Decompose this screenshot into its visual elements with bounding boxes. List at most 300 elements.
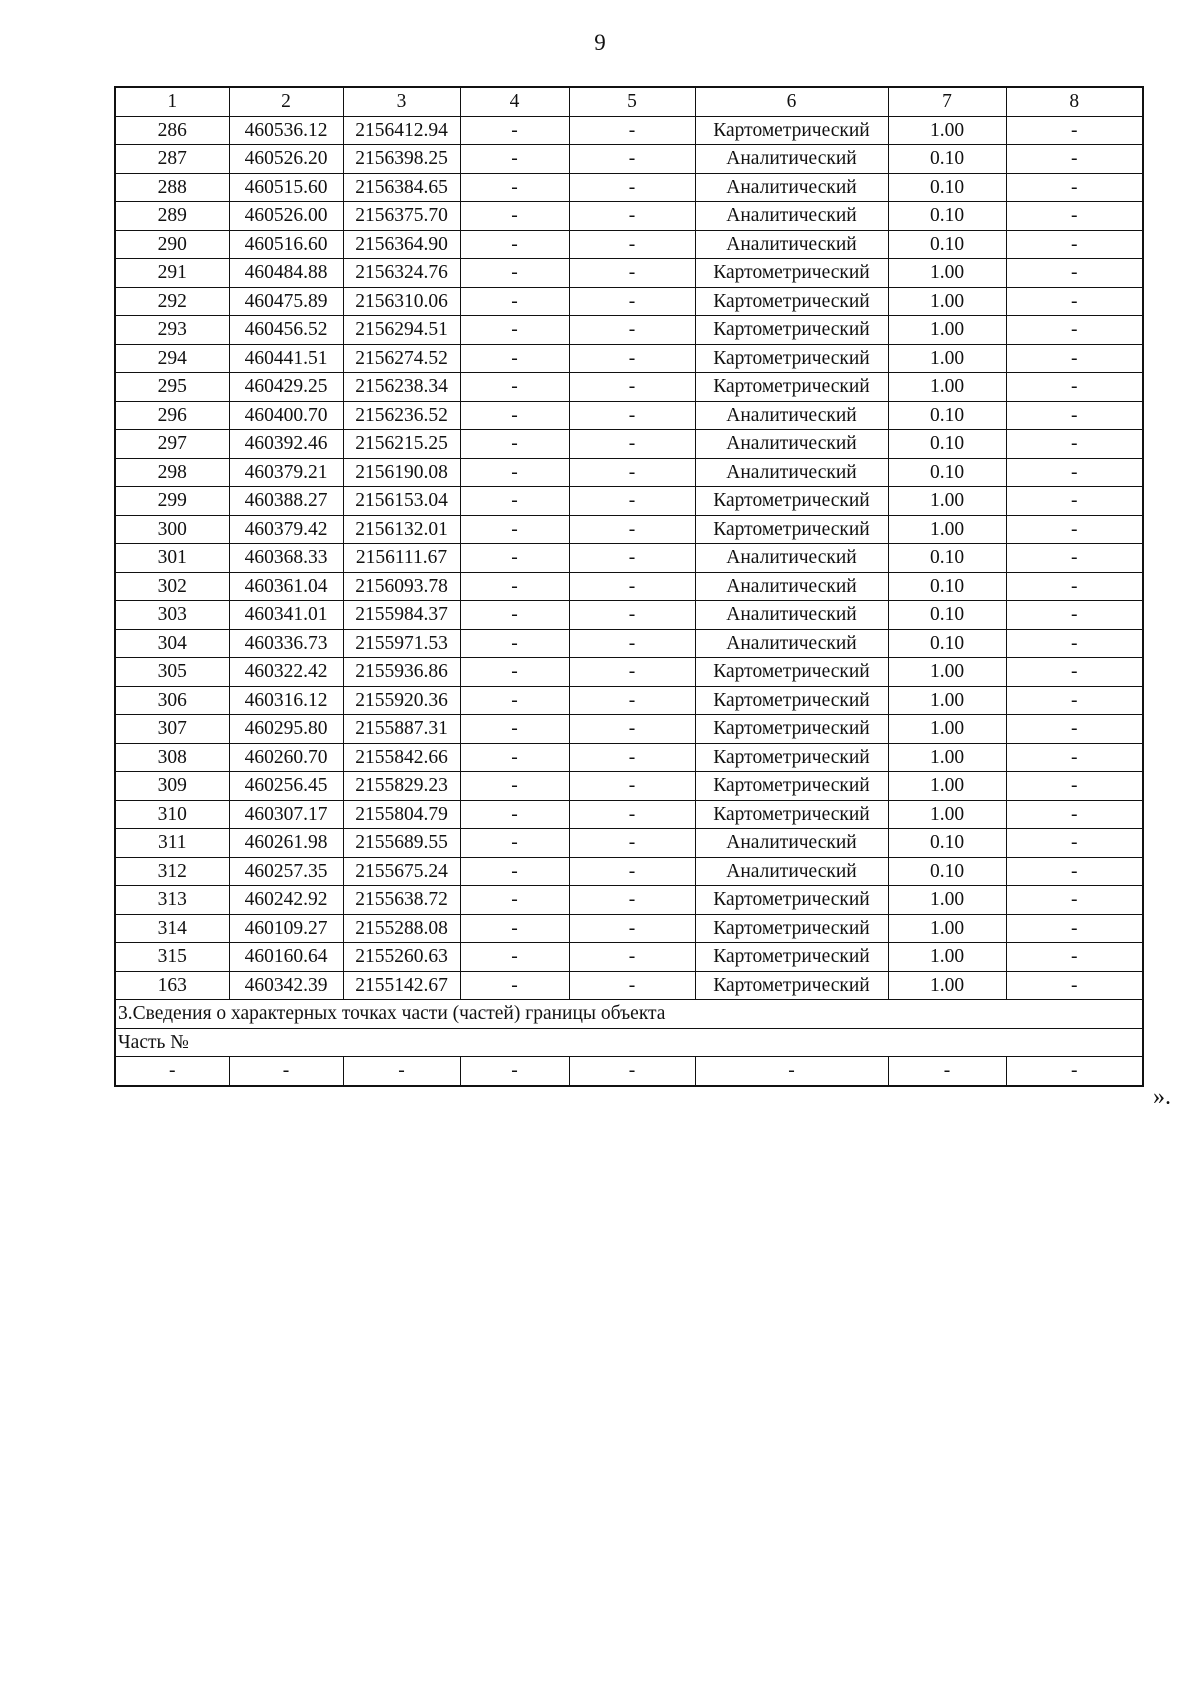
table-row: [115, 857, 1143, 886]
table-cell: -: [460, 914, 569, 943]
table-cell: 1.00: [888, 971, 1006, 1000]
table-cell: 2156274.52: [343, 344, 460, 373]
table-cell: -: [1006, 601, 1143, 630]
table-cell: Аналитический: [695, 401, 888, 430]
table-cell: 1.00: [888, 373, 1006, 402]
table-cell: 312: [115, 857, 229, 886]
table-cell: -: [1006, 658, 1143, 687]
table-cell: -: [1006, 373, 1143, 402]
table-cell: -: [1006, 401, 1143, 430]
table-cell: 296: [115, 401, 229, 430]
table-cell: 2156153.04: [343, 487, 460, 516]
table-cell: -: [569, 259, 695, 288]
table-cell: Картометрический: [695, 800, 888, 829]
table-cell: -: [569, 629, 695, 658]
table-cell: 460475.89: [229, 287, 343, 316]
table-cell: 309: [115, 772, 229, 801]
table-cell: 1.00: [888, 686, 1006, 715]
table-cell: -: [569, 943, 695, 972]
table-cell: -: [569, 601, 695, 630]
table-cell: 0.10: [888, 145, 1006, 174]
table-cell: -: [460, 971, 569, 1000]
table-cell: 2156111.67: [343, 544, 460, 573]
table-cell: -: [569, 743, 695, 772]
column-header: 2: [229, 87, 343, 116]
table-cell: -: [460, 686, 569, 715]
table-cell: -: [460, 116, 569, 145]
table-cell: 1.00: [888, 487, 1006, 516]
table-cell: 2155638.72: [343, 886, 460, 915]
table-cell: Картометрический: [695, 259, 888, 288]
table-cell: -: [569, 886, 695, 915]
table-row: [115, 886, 1143, 915]
table-cell: Картометрический: [695, 373, 888, 402]
table-cell: -: [569, 287, 695, 316]
table-cell: 288: [115, 173, 229, 202]
table-cell: 460429.25: [229, 373, 343, 402]
table-cell: Аналитический: [695, 629, 888, 658]
table-cell: -: [1006, 686, 1143, 715]
table-cell: -: [569, 800, 695, 829]
table-cell: 2156398.25: [343, 145, 460, 174]
table-cell: -: [569, 173, 695, 202]
table-cell: -: [460, 287, 569, 316]
table-cell: 302: [115, 572, 229, 601]
table-cell: 460242.92: [229, 886, 343, 915]
table-cell: -: [569, 145, 695, 174]
table-cell: -: [460, 401, 569, 430]
table-row: [115, 971, 1143, 1000]
table-cell: -: [460, 430, 569, 459]
table-cell: 0.10: [888, 572, 1006, 601]
table-cell: -: [460, 173, 569, 202]
table-cell: Аналитический: [695, 544, 888, 573]
table-cell: 2156215.25: [343, 430, 460, 459]
table-cell: -: [569, 572, 695, 601]
empty-cell: -: [115, 1057, 229, 1086]
table-cell: 2155920.36: [343, 686, 460, 715]
table-cell: -: [1006, 202, 1143, 231]
table-cell: -: [460, 829, 569, 858]
table-cell: 0.10: [888, 173, 1006, 202]
table-cell: 310: [115, 800, 229, 829]
table-cell: -: [1006, 572, 1143, 601]
table-cell: 2156190.08: [343, 458, 460, 487]
table-cell: 286: [115, 116, 229, 145]
table-cell: -: [1006, 800, 1143, 829]
table-cell: 2155936.86: [343, 658, 460, 687]
table-cell: 460484.88: [229, 259, 343, 288]
table-row: [115, 145, 1143, 174]
table-cell: -: [460, 800, 569, 829]
table-cell: 1.00: [888, 886, 1006, 915]
table-row: [115, 772, 1143, 801]
section-title: 3.Сведения о характерных точках части (частей) границы объекта: [115, 1000, 1143, 1029]
table-body: [115, 116, 1143, 1000]
table-cell: 460160.64: [229, 943, 343, 972]
table-cell: 163: [115, 971, 229, 1000]
table-cell: -: [460, 857, 569, 886]
table-cell: 1.00: [888, 316, 1006, 345]
table-cell: -: [1006, 715, 1143, 744]
table-cell: Аналитический: [695, 829, 888, 858]
table-cell: 0.10: [888, 401, 1006, 430]
table-cell: 2155887.31: [343, 715, 460, 744]
table-row: [115, 715, 1143, 744]
table-cell: 1.00: [888, 515, 1006, 544]
coordinates-table: [114, 86, 1144, 1087]
table-cell: -: [1006, 430, 1143, 459]
table-cell: 460441.51: [229, 344, 343, 373]
table-cell: Аналитический: [695, 173, 888, 202]
table-cell: Аналитический: [695, 857, 888, 886]
table-cell: -: [569, 401, 695, 430]
table-cell: -: [569, 686, 695, 715]
table-cell: 460295.80: [229, 715, 343, 744]
table-cell: -: [569, 857, 695, 886]
table-cell: 460261.98: [229, 829, 343, 858]
table-cell: -: [1006, 772, 1143, 801]
table-cell: 1.00: [888, 658, 1006, 687]
table-cell: -: [460, 316, 569, 345]
table-cell: 1.00: [888, 772, 1006, 801]
table-cell: 291: [115, 259, 229, 288]
table-cell: -: [1006, 886, 1143, 915]
table-cell: 306: [115, 686, 229, 715]
table-cell: -: [1006, 259, 1143, 288]
table-cell: -: [1006, 230, 1143, 259]
table-row: [115, 373, 1143, 402]
table-row: [115, 943, 1143, 972]
table-cell: -: [569, 914, 695, 943]
table-cell: -: [460, 373, 569, 402]
table-cell: Аналитический: [695, 430, 888, 459]
table-cell: Картометрический: [695, 344, 888, 373]
table-cell: 2155971.53: [343, 629, 460, 658]
table-cell: 301: [115, 544, 229, 573]
table-cell: 460379.21: [229, 458, 343, 487]
table-cell: 460388.27: [229, 487, 343, 516]
table-cell: -: [1006, 914, 1143, 943]
part-label: Часть №: [115, 1028, 1143, 1057]
table-cell: -: [1006, 458, 1143, 487]
table-cell: 0.10: [888, 829, 1006, 858]
table-cell: -: [1006, 173, 1143, 202]
table-cell: 460392.46: [229, 430, 343, 459]
table-cell: -: [1006, 743, 1143, 772]
table-cell: 1.00: [888, 116, 1006, 145]
table-cell: -: [569, 230, 695, 259]
table-cell: 2155984.37: [343, 601, 460, 630]
table-cell: -: [1006, 344, 1143, 373]
table-cell: -: [460, 629, 569, 658]
table-cell: 313: [115, 886, 229, 915]
table-cell: Картометрический: [695, 772, 888, 801]
table-cell: 294: [115, 344, 229, 373]
empty-cell: -: [888, 1057, 1006, 1086]
part-label-row: [115, 1028, 1143, 1057]
table-cell: -: [569, 430, 695, 459]
table-cell: -: [460, 772, 569, 801]
column-header: 6: [695, 87, 888, 116]
table-cell: 460109.27: [229, 914, 343, 943]
table-cell: -: [460, 715, 569, 744]
table-cell: 0.10: [888, 544, 1006, 573]
table-cell: 2156324.76: [343, 259, 460, 288]
table-cell: 303: [115, 601, 229, 630]
table-cell: -: [569, 116, 695, 145]
table-cell: -: [569, 202, 695, 231]
table-cell: Картометрический: [695, 914, 888, 943]
table-cell: 0.10: [888, 458, 1006, 487]
table-cell: 292: [115, 287, 229, 316]
empty-cell: -: [695, 1057, 888, 1086]
table-cell: Картометрический: [695, 715, 888, 744]
table-cell: 0.10: [888, 230, 1006, 259]
empty-cell: -: [569, 1057, 695, 1086]
table-cell: Картометрический: [695, 971, 888, 1000]
table-cell: 2155689.55: [343, 829, 460, 858]
table-cell: 0.10: [888, 202, 1006, 231]
table-cell: 2156236.52: [343, 401, 460, 430]
table-cell: 315: [115, 943, 229, 972]
table-row: [115, 629, 1143, 658]
table-row: [115, 458, 1143, 487]
table-cell: -: [569, 772, 695, 801]
empty-cell: -: [460, 1057, 569, 1086]
column-header: 8: [1006, 87, 1143, 116]
table-cell: -: [460, 145, 569, 174]
table-cell: Аналитический: [695, 458, 888, 487]
table-row: [115, 287, 1143, 316]
table-cell: Аналитический: [695, 572, 888, 601]
table-cell: -: [1006, 629, 1143, 658]
table-row: [115, 259, 1143, 288]
table-cell: 2155260.63: [343, 943, 460, 972]
table-cell: 289: [115, 202, 229, 231]
table-cell: Картометрический: [695, 316, 888, 345]
table-cell: -: [460, 202, 569, 231]
table-cell: Аналитический: [695, 145, 888, 174]
table-cell: 460368.33: [229, 544, 343, 573]
table-cell: 0.10: [888, 857, 1006, 886]
table-cell: -: [569, 544, 695, 573]
table-cell: 1.00: [888, 259, 1006, 288]
table-cell: -: [1006, 287, 1143, 316]
table-cell: -: [460, 743, 569, 772]
table-cell: 304: [115, 629, 229, 658]
table-cell: -: [569, 373, 695, 402]
table-row: [115, 430, 1143, 459]
table-cell: Аналитический: [695, 230, 888, 259]
table-cell: 460526.20: [229, 145, 343, 174]
table-row: [115, 658, 1143, 687]
table-cell: 298: [115, 458, 229, 487]
page-number: 9: [594, 30, 606, 55]
table-cell: 2156364.90: [343, 230, 460, 259]
table-cell: 2155804.79: [343, 800, 460, 829]
table-cell: 308: [115, 743, 229, 772]
table-cell: 460516.60: [229, 230, 343, 259]
table-row: [115, 173, 1143, 202]
table-cell: -: [460, 544, 569, 573]
table-cell: 2156384.65: [343, 173, 460, 202]
table-cell: 460361.04: [229, 572, 343, 601]
column-header: 1: [115, 87, 229, 116]
table-cell: 1.00: [888, 914, 1006, 943]
table-cell: -: [460, 487, 569, 516]
table-cell: 460379.42: [229, 515, 343, 544]
table-cell: 290: [115, 230, 229, 259]
table-cell: 1.00: [888, 800, 1006, 829]
table-cell: 460260.70: [229, 743, 343, 772]
table-cell: 311: [115, 829, 229, 858]
table-cell: -: [460, 601, 569, 630]
table-row: [115, 800, 1143, 829]
table-cell: -: [569, 316, 695, 345]
table-cell: -: [1006, 943, 1143, 972]
table-cell: 460316.12: [229, 686, 343, 715]
empty-part-row: [115, 1057, 1143, 1086]
column-header: 5: [569, 87, 695, 116]
table-cell: -: [1006, 544, 1143, 573]
table-cell: 2155675.24: [343, 857, 460, 886]
table-row: [115, 116, 1143, 145]
table-row: [115, 344, 1143, 373]
table-cell: -: [460, 572, 569, 601]
table-cell: 460526.00: [229, 202, 343, 231]
table-cell: -: [1006, 116, 1143, 145]
table-row: [115, 743, 1143, 772]
table-cell: -: [460, 259, 569, 288]
table-cell: 1.00: [888, 943, 1006, 972]
table-row: [115, 601, 1143, 630]
table-cell: 1.00: [888, 287, 1006, 316]
table-cell: -: [460, 230, 569, 259]
table-cell: 2156375.70: [343, 202, 460, 231]
table-cell: -: [569, 458, 695, 487]
table-cell: Картометрический: [695, 658, 888, 687]
table-cell: 2155842.66: [343, 743, 460, 772]
table-cell: Картометрический: [695, 515, 888, 544]
table-row: [115, 401, 1143, 430]
table-cell: -: [460, 458, 569, 487]
table-cell: 293: [115, 316, 229, 345]
table-cell: -: [569, 658, 695, 687]
table-cell: -: [1006, 145, 1143, 174]
table-cell: Картометрический: [695, 287, 888, 316]
table-cell: -: [569, 829, 695, 858]
table-cell: 0.10: [888, 601, 1006, 630]
table-cell: 0.10: [888, 629, 1006, 658]
column-header: 4: [460, 87, 569, 116]
table-cell: 460342.39: [229, 971, 343, 1000]
table-row: [115, 316, 1143, 345]
column-header: 3: [343, 87, 460, 116]
table-footer: [115, 1000, 1143, 1086]
table-cell: Аналитический: [695, 202, 888, 231]
table-cell: 2155829.23: [343, 772, 460, 801]
table-cell: 460456.52: [229, 316, 343, 345]
table-cell: -: [569, 515, 695, 544]
table-cell: -: [569, 715, 695, 744]
table-row: [115, 914, 1143, 943]
table-row: [115, 686, 1143, 715]
table-cell: -: [460, 344, 569, 373]
table-cell: -: [460, 515, 569, 544]
table-cell: 460400.70: [229, 401, 343, 430]
table-cell: 460256.45: [229, 772, 343, 801]
table-cell: -: [1006, 829, 1143, 858]
table-cell: -: [1006, 487, 1143, 516]
table-cell: 299: [115, 487, 229, 516]
table-cell: 305: [115, 658, 229, 687]
table-cell: Аналитический: [695, 601, 888, 630]
table-cell: 2156310.06: [343, 287, 460, 316]
closing-quote: ».: [1153, 1084, 1171, 1110]
table-cell: 460336.73: [229, 629, 343, 658]
table-cell: 295: [115, 373, 229, 402]
table-cell: Картометрический: [695, 487, 888, 516]
table-cell: 0.10: [888, 430, 1006, 459]
table-cell: 460536.12: [229, 116, 343, 145]
table-cell: 1.00: [888, 743, 1006, 772]
table-cell: -: [460, 658, 569, 687]
table-row: [115, 202, 1143, 231]
table-cell: Картометрический: [695, 886, 888, 915]
table-cell: Картометрический: [695, 943, 888, 972]
table-cell: -: [460, 943, 569, 972]
table-cell: 307: [115, 715, 229, 744]
table-cell: 1.00: [888, 344, 1006, 373]
table-cell: Картометрический: [695, 743, 888, 772]
table-cell: -: [1006, 971, 1143, 1000]
table-cell: 460322.42: [229, 658, 343, 687]
table-cell: Картометрический: [695, 116, 888, 145]
table-cell: 460515.60: [229, 173, 343, 202]
table-row: [115, 544, 1143, 573]
table-cell: -: [569, 487, 695, 516]
table-cell: -: [569, 344, 695, 373]
table-cell: 460257.35: [229, 857, 343, 886]
table-cell: -: [569, 971, 695, 1000]
section-title-row: [115, 1000, 1143, 1029]
table-cell: 2156294.51: [343, 316, 460, 345]
table-cell: 2156132.01: [343, 515, 460, 544]
table-cell: 2156238.34: [343, 373, 460, 402]
table-cell: -: [1006, 316, 1143, 345]
table-cell: 460307.17: [229, 800, 343, 829]
table-cell: Картометрический: [695, 686, 888, 715]
table-cell: 2156412.94: [343, 116, 460, 145]
table-row: [115, 230, 1143, 259]
table-header-row: [115, 87, 1143, 116]
table-cell: 300: [115, 515, 229, 544]
table-row: [115, 572, 1143, 601]
table-cell: 2155142.67: [343, 971, 460, 1000]
column-header: 7: [888, 87, 1006, 116]
empty-cell: -: [229, 1057, 343, 1086]
table-cell: 287: [115, 145, 229, 174]
table-cell: 297: [115, 430, 229, 459]
table-cell: -: [1006, 857, 1143, 886]
table-cell: 460341.01: [229, 601, 343, 630]
table-cell: -: [1006, 515, 1143, 544]
table-cell: 314: [115, 914, 229, 943]
table-cell: 2155288.08: [343, 914, 460, 943]
empty-cell: -: [1006, 1057, 1143, 1086]
table-row: [115, 515, 1143, 544]
